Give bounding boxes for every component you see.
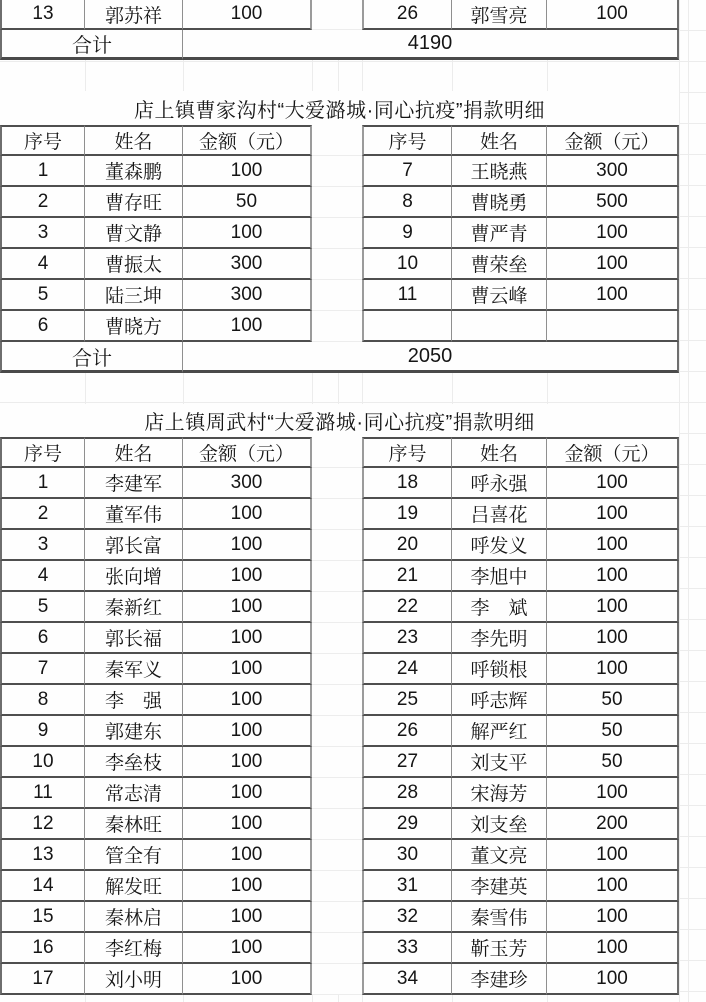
amount-cell: 100 [183, 623, 312, 654]
amount-cell: 100 [547, 218, 679, 249]
total-label-cell: 合计 [0, 342, 183, 373]
serial-cell: 20 [362, 530, 452, 561]
gap-cell [312, 840, 362, 871]
amount-cell: 50 [547, 747, 679, 778]
gap-cell [312, 933, 362, 964]
amount-cell: 100 [183, 311, 312, 342]
name-cell: 常志清 [85, 778, 183, 809]
gap-cell [312, 311, 362, 342]
serial-cell: 9 [362, 218, 452, 249]
name-cell: 曹荣垒 [452, 249, 547, 280]
total-label-cell: 合计 [0, 30, 183, 60]
name-cell: 呼发义 [452, 530, 547, 561]
amount-cell: 100 [183, 809, 312, 840]
header-cell [312, 125, 362, 156]
name-cell: 解发旺 [85, 871, 183, 902]
background-gridline [679, 0, 680, 1002]
gap-cell [312, 561, 362, 592]
serial-cell: 10 [0, 747, 85, 778]
serial-cell: 32 [362, 902, 452, 933]
gap-cell [312, 809, 362, 840]
name-cell: 郭长福 [85, 623, 183, 654]
name-cell: 李旭中 [452, 561, 547, 592]
name-cell: 宋海芳 [452, 778, 547, 809]
name-cell: 管全有 [85, 840, 183, 871]
header-cell: 序号 [362, 437, 452, 468]
amount-cell: 100 [183, 156, 312, 187]
amount-cell: 100 [547, 249, 679, 280]
header-cell: 姓名 [85, 437, 183, 468]
name-cell: 郭雪亮 [452, 0, 547, 30]
amount-cell: 100 [547, 468, 679, 499]
name-cell: 郭建东 [85, 716, 183, 747]
header-cell: 金额（元） [547, 125, 679, 156]
name-cell [452, 311, 547, 342]
header-cell: 序号 [0, 125, 85, 156]
gap-cell [312, 530, 362, 561]
amount-cell: 100 [547, 654, 679, 685]
amount-cell: 100 [547, 871, 679, 902]
name-cell: 郭苏祥 [85, 0, 183, 30]
name-cell: 呼锁根 [452, 654, 547, 685]
background-gridline [688, 0, 689, 1002]
total-value-cell: 2050 [183, 342, 679, 373]
serial-cell: 3 [0, 530, 85, 561]
amount-cell: 100 [547, 964, 679, 995]
serial-cell: 18 [362, 468, 452, 499]
amount-cell: 100 [183, 871, 312, 902]
amount-cell: 100 [183, 716, 312, 747]
gap-cell [312, 218, 362, 249]
serial-cell: 11 [0, 778, 85, 809]
name-cell: 刘支平 [452, 747, 547, 778]
serial-cell: 5 [0, 592, 85, 623]
name-cell: 刘小明 [85, 964, 183, 995]
serial-cell: 21 [362, 561, 452, 592]
serial-cell: 1 [0, 156, 85, 187]
name-cell: 曹晓方 [85, 311, 183, 342]
name-cell: 陆三坤 [85, 280, 183, 311]
amount-cell: 100 [547, 933, 679, 964]
name-cell: 呼志辉 [452, 685, 547, 716]
header-cell: 金额（元） [547, 437, 679, 468]
name-cell: 董森鹏 [85, 156, 183, 187]
serial-cell: 9 [0, 716, 85, 747]
serial-cell: 29 [362, 809, 452, 840]
amount-cell: 50 [547, 716, 679, 747]
header-cell: 序号 [0, 437, 85, 468]
name-cell: 李红梅 [85, 933, 183, 964]
amount-cell [547, 311, 679, 342]
serial-cell: 6 [0, 623, 85, 654]
amount-cell: 100 [183, 840, 312, 871]
serial-cell: 8 [362, 187, 452, 218]
header-cell: 金额（元） [183, 125, 312, 156]
name-cell: 呼永强 [452, 468, 547, 499]
header-cell: 姓名 [452, 125, 547, 156]
serial-cell: 10 [362, 249, 452, 280]
amount-cell: 100 [547, 592, 679, 623]
serial-cell: 13 [0, 840, 85, 871]
name-cell: 秦林启 [85, 902, 183, 933]
gap-cell [312, 654, 362, 685]
amount-cell: 100 [183, 654, 312, 685]
section-title-caojiagou: 店上镇曹家沟村“大爱潞城·同心抗疫”捐款明细 [0, 91, 679, 125]
serial-cell: 8 [0, 685, 85, 716]
amount-cell: 50 [547, 685, 679, 716]
gap-cell [312, 623, 362, 654]
serial-cell: 30 [362, 840, 452, 871]
name-cell: 秦林旺 [85, 809, 183, 840]
amount-cell: 100 [547, 280, 679, 311]
serial-cell: 12 [0, 809, 85, 840]
serial-cell: 7 [0, 654, 85, 685]
gap-cell [312, 592, 362, 623]
name-cell: 李垒枝 [85, 747, 183, 778]
serial-cell: 4 [0, 249, 85, 280]
serial-cell: 15 [0, 902, 85, 933]
serial-cell: 31 [362, 871, 452, 902]
serial-cell: 1 [0, 468, 85, 499]
name-cell: 李建珍 [452, 964, 547, 995]
serial-cell: 26 [362, 0, 452, 30]
amount-cell: 100 [183, 902, 312, 933]
serial-cell [362, 311, 452, 342]
serial-cell: 34 [362, 964, 452, 995]
name-cell: 曹文静 [85, 218, 183, 249]
serial-cell: 27 [362, 747, 452, 778]
amount-cell: 500 [547, 187, 679, 218]
name-cell: 曹严青 [452, 218, 547, 249]
serial-cell: 3 [0, 218, 85, 249]
amount-cell: 100 [547, 778, 679, 809]
gap-cell [312, 685, 362, 716]
amount-cell: 300 [547, 156, 679, 187]
gap-cell [312, 468, 362, 499]
name-cell: 秦军义 [85, 654, 183, 685]
amount-cell: 100 [183, 778, 312, 809]
name-cell: 董文亮 [452, 840, 547, 871]
name-cell: 李建军 [85, 468, 183, 499]
amount-cell: 300 [183, 280, 312, 311]
name-cell: 李 强 [85, 685, 183, 716]
header-cell: 姓名 [452, 437, 547, 468]
serial-cell: 4 [0, 561, 85, 592]
name-cell: 曹振太 [85, 249, 183, 280]
donation-table-caojiagou [0, 125, 679, 373]
gap-cell [312, 0, 362, 30]
serial-cell: 2 [0, 499, 85, 530]
amount-cell: 100 [183, 685, 312, 716]
amount-cell: 100 [183, 592, 312, 623]
serial-cell: 19 [362, 499, 452, 530]
serial-cell: 33 [362, 933, 452, 964]
amount-cell: 100 [183, 964, 312, 995]
amount-cell: 50 [183, 187, 312, 218]
gap-cell [312, 716, 362, 747]
serial-cell: 16 [0, 933, 85, 964]
serial-cell: 13 [0, 0, 85, 30]
amount-cell: 100 [183, 933, 312, 964]
serial-cell: 23 [362, 623, 452, 654]
section-title-zhouwu: 店上镇周武村“大爱潞城·同心抗疫”捐款明细 [0, 404, 679, 437]
name-cell: 董军伟 [85, 499, 183, 530]
amount-cell: 100 [547, 499, 679, 530]
amount-cell: 100 [547, 840, 679, 871]
amount-cell: 100 [183, 530, 312, 561]
name-cell: 秦新红 [85, 592, 183, 623]
name-cell: 李 斌 [452, 592, 547, 623]
header-cell: 金额（元） [183, 437, 312, 468]
gap-cell [312, 280, 362, 311]
amount-cell: 200 [547, 809, 679, 840]
serial-cell: 6 [0, 311, 85, 342]
amount-cell: 100 [547, 561, 679, 592]
amount-cell: 300 [183, 249, 312, 280]
header-cell: 序号 [362, 125, 452, 156]
serial-cell: 22 [362, 592, 452, 623]
serial-cell: 5 [0, 280, 85, 311]
gap-cell [312, 249, 362, 280]
gap-cell [312, 499, 362, 530]
gap-cell [312, 778, 362, 809]
amount-cell: 100 [183, 499, 312, 530]
name-cell: 曹存旺 [85, 187, 183, 218]
name-cell: 吕喜花 [452, 499, 547, 530]
name-cell: 李建英 [452, 871, 547, 902]
amount-cell: 100 [183, 218, 312, 249]
amount-cell: 300 [183, 468, 312, 499]
amount-cell: 100 [183, 747, 312, 778]
name-cell: 曹云峰 [452, 280, 547, 311]
amount-cell: 100 [547, 530, 679, 561]
name-cell: 秦雪伟 [452, 902, 547, 933]
name-cell: 曹晓勇 [452, 187, 547, 218]
name-cell: 郭长富 [85, 530, 183, 561]
gap-cell [312, 747, 362, 778]
amount-cell: 100 [183, 0, 312, 30]
name-cell: 王晓燕 [452, 156, 547, 187]
name-cell: 李先明 [452, 623, 547, 654]
serial-cell: 17 [0, 964, 85, 995]
donation-table-zhouwu [0, 437, 679, 995]
name-cell: 刘支垒 [452, 809, 547, 840]
gap-cell [312, 902, 362, 933]
serial-cell: 2 [0, 187, 85, 218]
gap-cell [312, 871, 362, 902]
name-cell: 解严红 [452, 716, 547, 747]
donation-table-top [0, 0, 679, 60]
amount-cell: 100 [547, 902, 679, 933]
amount-cell: 100 [547, 0, 679, 30]
gap-cell [312, 156, 362, 187]
serial-cell: 7 [362, 156, 452, 187]
name-cell: 靳玉芳 [452, 933, 547, 964]
amount-cell: 100 [183, 561, 312, 592]
amount-cell: 100 [547, 623, 679, 654]
gap-cell [312, 964, 362, 995]
serial-cell: 24 [362, 654, 452, 685]
gap-cell [312, 187, 362, 218]
name-cell: 张向增 [85, 561, 183, 592]
serial-cell: 14 [0, 871, 85, 902]
serial-cell: 11 [362, 280, 452, 311]
serial-cell: 26 [362, 716, 452, 747]
total-value-cell: 4190 [183, 30, 679, 60]
serial-cell: 25 [362, 685, 452, 716]
header-cell: 姓名 [85, 125, 183, 156]
header-cell [312, 437, 362, 468]
serial-cell: 28 [362, 778, 452, 809]
